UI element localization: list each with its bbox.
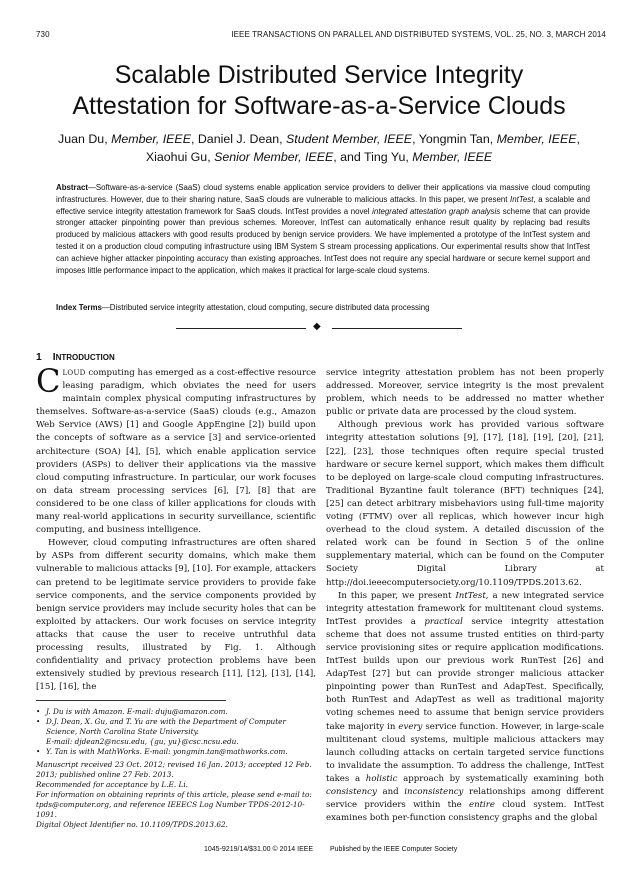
intro-paragraph: In this paper, we present IntTest, a new integrated service integrity attestation framework for multitenant cloud systems. IntTest provides a practical service integrity attestation scheme that does not assume trusted entities on third-party service provisioning sites or require application modifications. IntTest builds upon our previous work RunTest [26] and AdapTest [27] but can provide stronger malicious attacker pinpointing power than RunTest and AdapTest. Specifically, both RunTest and AdapTest as well as traditional majority voting schemes need to assume that benign service providers take majority in every service function. However, in large-scale multitenant cloud systems, multiple malicious attackers may launch colluding attacks on certain targeted service functions to invalidate the assumption. To address the challenge, IntTest takes a holistic approach by systematically examining both consistency and inconsistency relationships among different service providers within the entire cloud system. IntTest examines both per-function consistency graphs and the global	[326, 590, 605, 824]
left-column	[36, 362, 316, 694]
intro-paragraph: However, cloud computing infrastructures are often shared by ASPs from different security domains, which make them vulnerable to malicious attacks [9], [10]. For example, attackers can pretend to be legitimate service providers to provide fake service components, and the service components provided by benign service providers may include security holes that can be exploited by attackers. Our work focuses on service integrity attacks that cause the user to receive untruthful data processing results, illustrated by Fig. 1. Although confidentiality and privacy protection problems have been extensively studied by previous research [11], [12], [13], [14], [15], [16], the	[36, 538, 316, 693]
author-name: Yongmin Tan	[418, 132, 490, 146]
footnote-item: • Y. Tan is with MathWorks. E-mail: yongmin.tan@mathworks.com.	[36, 747, 318, 757]
author-affiliations	[36, 707, 318, 757]
abstract: Abstract—Software-as-a-service (SaaS) cloud systems enable application service providers to deliver their applications via massive cloud computing infrastructures. However, due to their sharing nature, SaaS clouds are vulnerable to malicious attacks. In this paper, we present IntTest, a scalable and effective service integrity attestation framework for SaaS clouds. IntTest provides a novel integrated attestation graph analysis scheme that can provide stronger attacker pinpointing power than previous schemes. Moreover, IntTest can automatically enhance result quality by replacing bad results produced by malicious attackers with good results produced by benign service providers. We have implemented a prototype of the IntTest system and tested it on a production cloud computing infrastructure using IBM System S stream processing applications. Our experimental results show that IntTest can achieve higher attacker pinpointing accuracy than existing approaches. IntTest does not require any special hardware or secure kernel support and imposes little performance impact to the application, which makes it practical for large-scale cloud systems.	[56, 183, 590, 275]
right-column	[326, 367, 604, 825]
title-line-2: Attestation for Software-as-a-Service Clouds	[72, 92, 566, 120]
footnote-rule	[36, 700, 226, 701]
footnote-item: • J. Du is with Amazon. E-mail: duju@amazon.com.	[36, 707, 318, 717]
manuscript-info: Manuscript received 23 Oct. 2012; revised 16 Jan. 2013; accepted 12 Feb. 2013; published online 27 Feb. 2013. Recommended for acceptance by L.E. Li. For information on obtaining reprints of this article, please send e-mail to: tpds@computer.org, and reference IEEECS Log Number TPDS-2012-10-1091. Digital Object Identifier no. 10.1109/TPDS.2013.62.	[36, 760, 312, 829]
author-name: Juan Du	[58, 132, 105, 146]
author-role: Member, IEEE	[111, 132, 191, 146]
section-divider	[176, 321, 462, 333]
author-name: Ting Yu	[364, 150, 406, 164]
index-terms-label: Index Terms	[56, 303, 102, 312]
footnote-item: E-mail: djdean2@ncsu.edu, {gu, yu}@csc.ncsu.edu.	[46, 737, 239, 746]
author-role: Student Member, IEEE	[286, 132, 413, 146]
intro-paragraph: service integrity attestation problem has not been properly addressed. Moreover, service integrity is the most prevalent problem, which needs to be addressed no matter whether public or private data are processed by the cloud system.	[326, 368, 604, 418]
paper-title	[20, 60, 618, 122]
author-role: Member, IEEE	[412, 150, 493, 164]
author-list: Juan Du, Member, IEEE, Daniel J. Dean, Student Member, IEEE, Yongmin Tan, Member, IEEE, Xiaohui Gu, Senior Member, IEEE, and Ting Yu, Member, IEEE	[58, 132, 580, 164]
drop-cap: C	[36, 362, 61, 400]
copyright-line: 1045-9219/14/$31.00 © 2014 IEEE	[204, 846, 314, 853]
intro-paragraph: CLOUD computing has emerged as a cost-effective resource leasing paradigm, which obviates the need for users maintain complex physical computing infrastructures by themselves. Software-as-a-service (SaaS) clouds (e.g., Amazon Web Service (AWS) [1] and Google AppEngine [2]) build upon the concepts of software as a service [3] and service-oriented architecture (SOA) [4], [5], which enable application service providers (ASPs) to deliver their applications via the massive cloud computing infrastructure. In particular, our work focuses on data stream processing services [6], [7], [8] that are considered to be one class of killer applications for clouds with many real-world applications in security surveillance, scientific computing, and business intelligence.	[36, 362, 316, 536]
author-role: Senior Member, IEEE	[214, 150, 334, 164]
diamond-icon: ◆	[313, 321, 321, 332]
page-number: 730	[36, 30, 50, 39]
author-name: Xiaohui Gu	[145, 150, 208, 164]
section-number: 1	[36, 352, 42, 363]
journal-header: IEEE TRANSACTIONS ON PARALLEL AND DISTRIBUTED SYSTEMS, VOL. 25, NO. 3, MARCH 2014	[231, 30, 606, 39]
author-name: Daniel J. Dean	[197, 132, 280, 146]
author-role: Member, IEEE	[496, 132, 577, 146]
publisher-line: Published by the IEEE Computer Society	[330, 846, 458, 853]
section-heading: 1 INTRODUCTION	[36, 352, 115, 363]
title-line-1: Scalable Distributed Service Integrity	[114, 61, 524, 89]
index-terms: Index Terms—Distributed service integrity attestation, cloud computing, secure distributed data processing	[56, 303, 430, 312]
intro-paragraph: Although previous work has provided various software integrity attestation solutions [9], [17], [18], [19], [20], [21], [22], [23], those techniques often require special trusted hardware or secure kernel support, which makes them difficult to be deployed on large-scale cloud computing infrastructures. Traditional Byzantine fault tolerance (BFT) techniques [24], [25] can detect arbitrary misbehaviors using full-time majority voting (FTMV) over all replicas, which however incur high overhead to the cloud system. A detailed discussion of the related work can be found in Section 5 of the online supplementary material, which can be found on the Computer Society Digital Library at http://doi.ieeecomputersociety.org/10.1109/TPDS.2013.62.	[326, 420, 604, 588]
footnote-item: • D.J. Dean, X. Gu, and T. Yu are with the Department of Computer Science, North Carolina State University.	[36, 717, 318, 737]
abstract-label: Abstract	[56, 183, 89, 192]
